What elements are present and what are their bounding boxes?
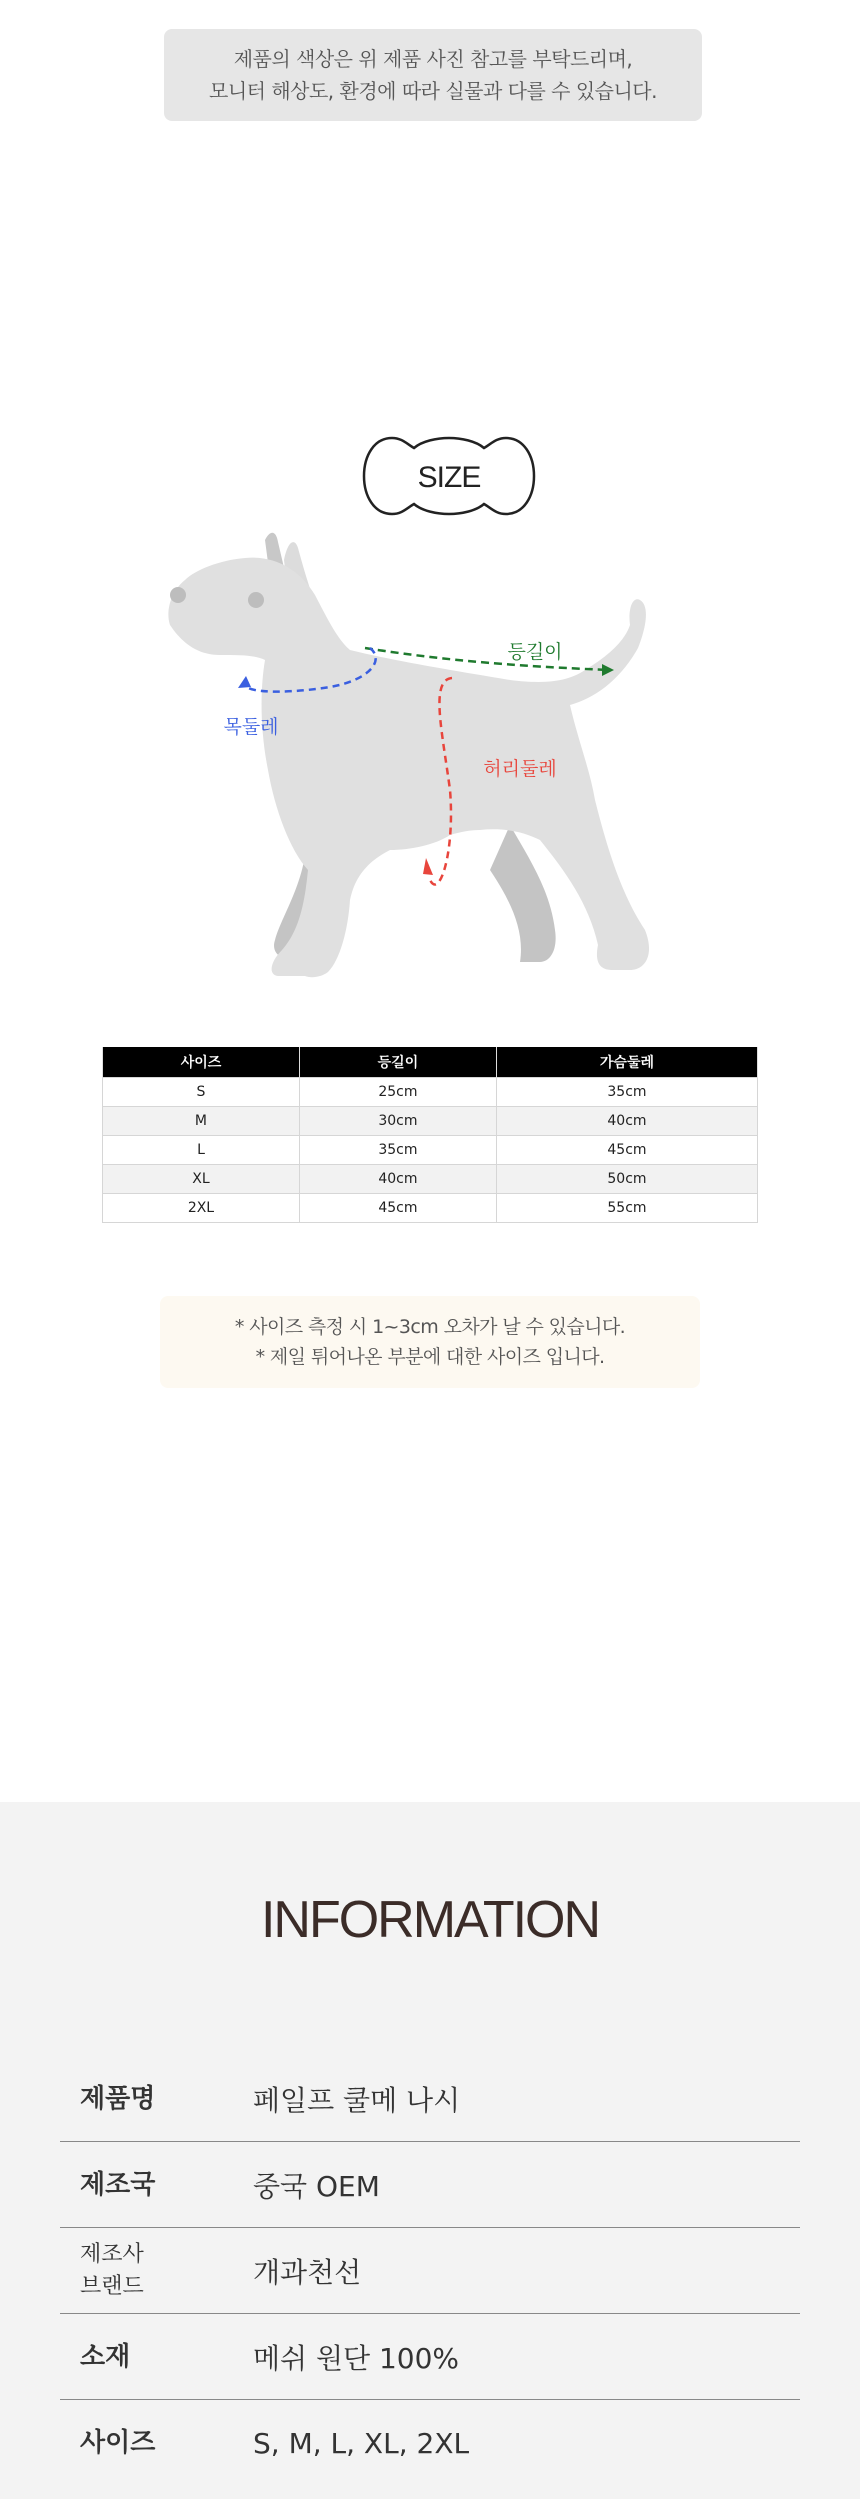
information-table xyxy=(60,2056,800,2486)
size-table-header-row xyxy=(103,1047,758,1077)
info-label: 제품명 xyxy=(80,2084,156,2114)
size-notice-line2: * 제일 튀어나온 부분에 대한 사이즈 입니다. xyxy=(255,1346,605,1368)
information-title: INFORMATION xyxy=(260,1891,600,1949)
table-row xyxy=(103,1193,758,1222)
table-row xyxy=(103,1164,758,1193)
dog-silhouette xyxy=(168,533,649,977)
dog-measurement-diagram xyxy=(150,530,710,1010)
header-chest: 가슴둘레 xyxy=(496,1047,757,1077)
info-row-country xyxy=(60,2142,800,2228)
neck-label: 목둘레 xyxy=(223,716,279,738)
cell-back-length: 45cm xyxy=(299,1193,496,1222)
back-length-label: 등길이 xyxy=(507,641,563,663)
cell-chest: 45cm xyxy=(496,1135,757,1164)
info-value: 메쉬 원단 100% xyxy=(253,2342,460,2375)
size-badge xyxy=(362,436,536,516)
cell-back-length: 30cm xyxy=(299,1106,496,1135)
cell-chest: 50cm xyxy=(496,1164,757,1193)
size-badge-label: SIZE xyxy=(417,461,481,494)
size-notice-box xyxy=(160,1296,700,1388)
waist-label: 허리둘레 xyxy=(483,758,557,780)
info-label: 제조국 xyxy=(80,2170,156,2200)
info-label xyxy=(80,2228,240,2314)
info-label-line2: 브랜드 xyxy=(80,2274,144,2299)
info-label: 소재 xyxy=(80,2342,131,2372)
size-table xyxy=(102,1047,758,1223)
color-notice-box xyxy=(164,29,702,121)
cell-chest: 35cm xyxy=(496,1077,757,1106)
info-label-line1: 제조사 xyxy=(80,2242,144,2267)
cell-chest: 55cm xyxy=(496,1193,757,1222)
info-value: 개과천선 xyxy=(253,2256,362,2289)
cell-back-length: 40cm xyxy=(299,1164,496,1193)
cell-back-length: 25cm xyxy=(299,1077,496,1106)
info-row-product-name xyxy=(60,2056,800,2142)
cell-size: XL xyxy=(103,1164,300,1193)
cell-size: 2XL xyxy=(103,1193,300,1222)
info-value: 중국 OEM xyxy=(253,2170,380,2203)
cell-back-length: 35cm xyxy=(299,1135,496,1164)
information-section xyxy=(0,1802,860,2499)
info-value: S, M, L, XL, 2XL xyxy=(253,2426,470,2460)
color-notice-line2: 모니터 해상도, 환경에 따라 실물과 다를 수 있습니다. xyxy=(209,79,657,103)
cell-chest: 40cm xyxy=(496,1106,757,1135)
cell-size: S xyxy=(103,1077,300,1106)
cell-size: M xyxy=(103,1106,300,1135)
info-row-manufacturer xyxy=(60,2228,800,2314)
cell-size: L xyxy=(103,1135,300,1164)
table-row xyxy=(103,1135,758,1164)
header-size: 사이즈 xyxy=(103,1047,300,1077)
size-notice-line1: * 사이즈 측정 시 1~3cm 오차가 날 수 있습니다. xyxy=(234,1316,626,1338)
info-row-material xyxy=(60,2314,800,2400)
info-label: 사이즈 xyxy=(80,2428,156,2458)
header-back-length: 등길이 xyxy=(299,1047,496,1077)
color-notice-line1: 제품의 색상은 위 제품 사진 참고를 부탁드리며, xyxy=(233,47,633,71)
table-row xyxy=(103,1077,758,1106)
table-row xyxy=(103,1106,758,1135)
info-value: 페일프 쿨메 나시 xyxy=(253,2084,461,2117)
info-row-sizes xyxy=(60,2400,800,2486)
